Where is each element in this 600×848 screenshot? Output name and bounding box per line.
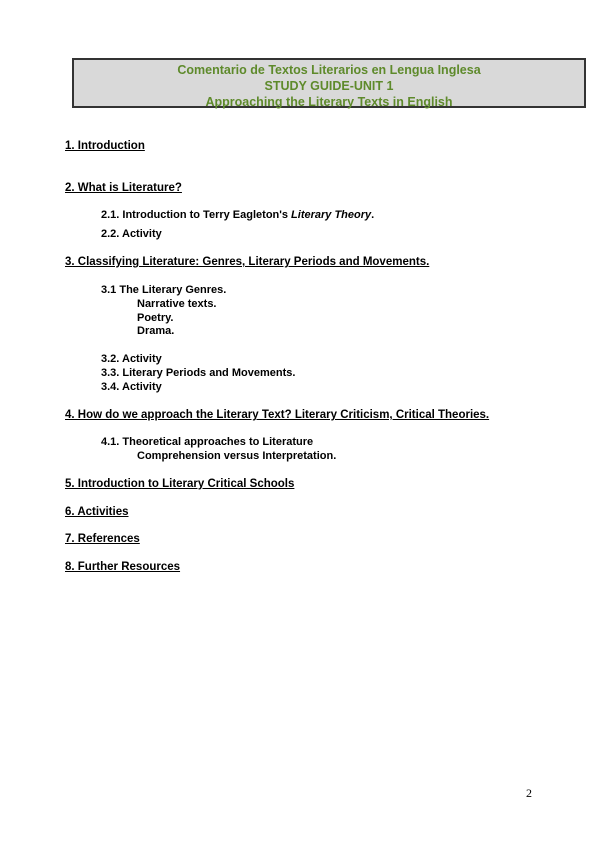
toc-item-4-1-comprehension: Comprehension versus Interpretation. — [137, 450, 337, 462]
toc-item-3-1[interactable]: 3.1 The Literary Genres. — [101, 284, 227, 296]
toc-item-2-1-book-title: Literary Theory — [291, 209, 372, 221]
toc-item-3-1-narrative: Narrative texts. — [137, 298, 217, 310]
toc-item-3-4[interactable]: 3.4. Activity — [101, 381, 162, 393]
toc-item-3-2[interactable]: 3.2. Activity — [101, 353, 162, 365]
toc-item-2-2[interactable]: 2.2. Activity — [101, 228, 162, 240]
toc-item-2-1-text: 2.1. Introduction to Terry Eagleton's — [101, 209, 292, 221]
page-number: 2 — [526, 786, 532, 800]
toc-item-3-1-poetry: Poetry. — [137, 312, 174, 324]
toc-item-4-1[interactable]: 4.1. Theoretical approaches to Literature — [101, 436, 314, 448]
document-header — [72, 58, 586, 108]
toc-item-3-1-drama: Drama. — [137, 325, 175, 337]
toc-section-1[interactable]: 1. Introduction — [65, 140, 145, 152]
header-unit-title: STUDY GUIDE-UNIT 1 — [264, 79, 394, 93]
toc-item-2-1[interactable] — [101, 208, 374, 222]
toc-section-7[interactable]: 7. References — [65, 533, 140, 545]
toc-section-6[interactable]: 6. Activities — [65, 506, 129, 518]
toc-section-8[interactable]: 8. Further Resources — [65, 561, 181, 573]
toc-section-2[interactable]: 2. What is Literature? — [65, 182, 182, 194]
toc-section-5[interactable]: 5. Introduction to Literary Critical Schools — [65, 478, 295, 490]
header-subtitle: Approaching the Literary Texts in English — [205, 95, 453, 109]
header-course-title: Comentario de Textos Literarios en Lengua Inglesa — [177, 63, 481, 77]
toc-section-4[interactable]: 4. How do we approach the Literary Text? Literary Criticism, Critical Theories. — [65, 409, 490, 421]
toc-item-2-1-end: . — [371, 209, 375, 221]
toc-section-3[interactable]: 3. Classifying Literature: Genres, Literary Periods and Movements. — [65, 256, 430, 268]
toc-item-3-3[interactable]: 3.3. Literary Periods and Movements. — [101, 367, 296, 379]
